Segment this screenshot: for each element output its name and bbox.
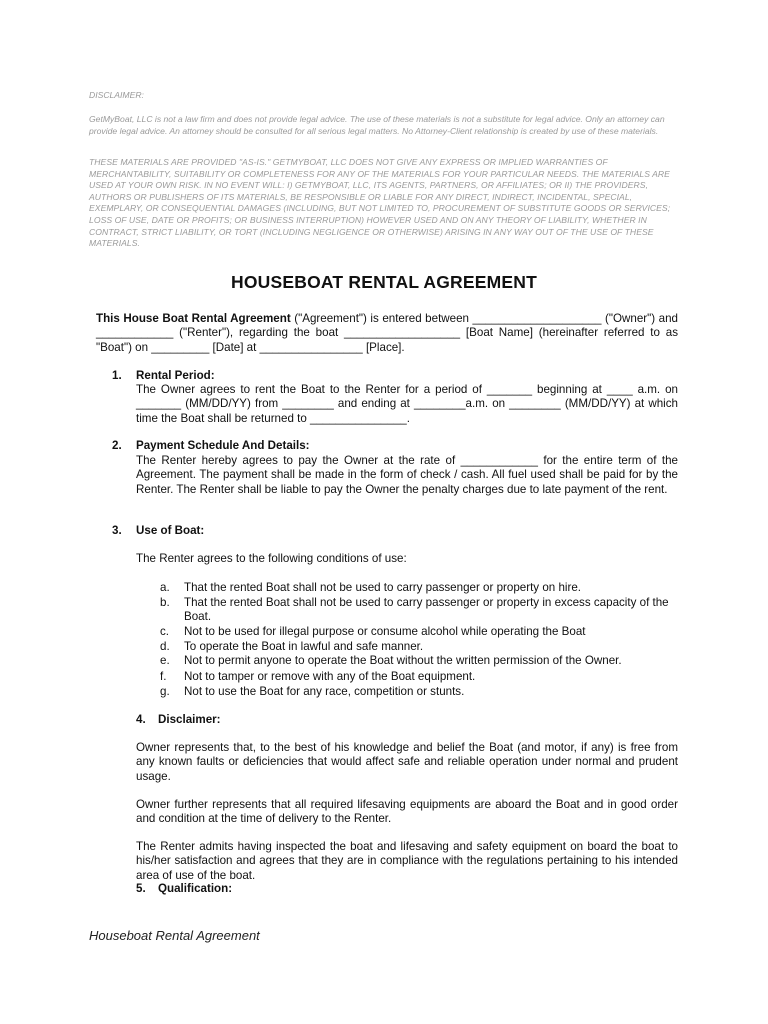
disclaimer-paragraph: GetMyBoat, LLC is not a law firm and does not provide legal advice. The use of these materials is not a substitute for legal advice. Only an attorney can provide legal advice. An attorney should be consulted for all serious legal matters. No Attorney-Client relationship is created by use of these materials.	[89, 114, 665, 136]
list-marker: e.	[160, 654, 170, 667]
list-marker: f.	[160, 670, 167, 683]
section-2-number: 2.	[112, 439, 122, 452]
list-marker: d.	[160, 640, 170, 653]
list-item-text: Not to permit anyone to operate the Boat without the written permission of the Owner.	[184, 654, 622, 667]
section-2-heading: Payment Schedule And Details:	[136, 439, 310, 452]
section-4-paragraph-1: Owner represents that, to the best of his knowledge and belief the Boat (and motor, if any) is free from any known faults or deficiencies that would affect safe and reliable operation under normal and prudent usage.	[136, 741, 678, 783]
page-footer: Houseboat Rental Agreement	[89, 928, 260, 943]
disclaimer-warranty-paragraph: THESE MATERIALS ARE PROVIDED "AS-IS." GETMYBOAT, LLC DOES NOT GIVE ANY EXPRESS OR IMPLIED WARRANTIES OF MERCHANTABILITY, SUITABILITY OR COMPLETENESS FOR ANY OF THE MATERIALS FOR YOUR PARTICULAR NEEDS. THE MATERIALS ARE USED AT YOUR OWN RISK. IN NO EVENT WILL: I) GETMYBOAT, LLC, ITS AGENTS, PARTNERS, OR AFFILIATES; OR II) THE PROVIDERS, AUTHORS OR PUBLISHERS OF ITS MATERIALS, BE RESPONSIBLE OR LIABLE FOR ANY DIRECT, INDIRECT, INCIDENTAL, SPECIAL, EXEMPLARY, OR CONSEQUENTIAL DAMAGES (INCLUDING, BUT NOT LIMITED TO, PROCUREMENT OF SUBSTITUTE GOODS OR SERVICES; LOSS OF USE, DATE OR PROFITS; OR BUSINESS INTERRUPTION) HOWEVER USED AND ON ANY THEORY OF LIABILITY, WHETHER IN CONTRACT, STRICT LIABILITY, OR TORT (INCLUDING NEGLIGENCE OR OTHERWISE) ARISING IN ANY WAY OUT OF THE USE OF THESE MATERIALS.	[89, 157, 671, 249]
disclaimer-heading: DISCLAIMER:	[89, 90, 144, 100]
intro-lead: This House Boat Rental Agreement	[96, 312, 291, 325]
section-4-heading: Disclaimer:	[158, 713, 221, 726]
section-3-intro: The Renter agrees to the following conditions of use:	[136, 552, 407, 565]
intro-text: ("Agreement") is entered between ____________________ ("Owner") and ____________ ("Renter"), regarding the boat __________________ [Boat Name] (hereinafter referred to as "Boat") on _________ [Date] at ________________ [Place].	[96, 312, 678, 354]
section-3-number: 3.	[112, 524, 122, 537]
list-marker: c.	[160, 625, 170, 638]
list-item-text: Not to be used for illegal purpose or consume alcohol while operating the Boat	[184, 625, 586, 638]
list-item-text: That the rented Boat shall not be used to carry passenger or property on hire.	[184, 581, 581, 594]
list-item-text: Not to tamper or remove with any of the Boat equipment.	[184, 670, 476, 683]
section-5-number: 5.	[136, 882, 146, 895]
list-item-text: That the rented Boat shall not be used to carry passenger or property in excess capacity of the Boat.	[184, 596, 669, 624]
list-marker: a.	[160, 581, 170, 594]
section-4-paragraph-3: The Renter admits having inspected the boat and lifesaving and safety equipment on board the boat to his/her satisfaction and agrees that they are in compliance with the regulations pertaining to his intended area of use of the boat.	[136, 840, 678, 882]
section-1-heading: Rental Period:	[136, 369, 215, 382]
section-4-paragraph-2: Owner further represents that all required lifesaving equipments are aboard the Boat and in good order and condition at the time of delivery to the Renter.	[136, 798, 678, 826]
document-title: HOUSEBOAT RENTAL AGREEMENT	[231, 272, 537, 292]
list-marker: g.	[160, 685, 170, 698]
list-item-text: To operate the Boat in lawful and safe manner.	[184, 640, 424, 653]
section-3-heading: Use of Boat:	[136, 524, 205, 537]
section-2-text: The Renter hereby agrees to pay the Owner at the rate of ____________ for the entire term of the Agreement. The payment shall be made in the form of check / cash. All fuel used shall be paid for by the Renter. The Renter shall be liable to pay the Owner the penalty charges due to late payment of the rent.	[136, 454, 678, 496]
section-4-number: 4.	[136, 713, 146, 726]
intro-paragraph	[96, 312, 678, 355]
list-marker: b.	[160, 596, 170, 609]
section-5-heading: Qualification:	[158, 882, 233, 895]
list-item-text: Not to use the Boat for any race, competition or stunts.	[184, 685, 465, 698]
section-1-text: The Owner agrees to rent the Boat to the Renter for a period of _______ beginning at ____ a.m. on _______ (MM/DD/YY) from ________ and ending at ________a.m. on ________ (MM/DD/YY) at which time the Boat shall be returned to _______________.	[136, 383, 678, 425]
section-1-number: 1.	[112, 369, 122, 382]
